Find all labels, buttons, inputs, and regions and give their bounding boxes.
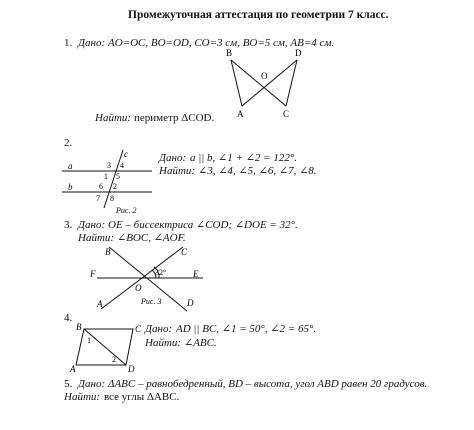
angle-label: 1: [104, 172, 108, 181]
find-text: все углы ΔABC.: [104, 391, 180, 403]
problem-number: 3.: [64, 219, 73, 231]
point-label: D: [295, 48, 302, 58]
figure-caption: Рис. 2: [116, 206, 137, 215]
angle-label: 2: [113, 182, 117, 191]
line-label: b: [68, 182, 73, 192]
find-label: Найти:: [145, 337, 182, 349]
problem-number: 4.: [64, 312, 73, 324]
given-label: Дано:: [78, 219, 106, 231]
find-text: периметр ΔCOD.: [134, 112, 215, 124]
given-text: AO=OC, BO=OD, CO=3 см, BO=5 см, AB=4 см.: [108, 37, 335, 49]
problem-number: 1.: [64, 37, 73, 49]
point-label: E: [193, 269, 199, 279]
find-text: ∠3, ∠4, ∠5, ∠6, ∠7, ∠8.: [198, 165, 317, 177]
find-label: Найти:: [159, 165, 196, 177]
point-label: A: [97, 299, 103, 309]
point-label: C: [283, 109, 290, 119]
angle-label: 8: [110, 194, 114, 203]
find-text: ∠BOC, ∠AOF.: [117, 232, 186, 244]
point-label: B: [226, 48, 233, 58]
point-label: A: [70, 364, 76, 374]
angle-label: 3: [107, 161, 111, 170]
given-text: OE – биссектриса ∠COD; ∠DOE = 32°.: [108, 219, 298, 231]
point-label: C: [135, 324, 142, 334]
angle-label: 6: [99, 182, 103, 191]
figure-3: [85, 244, 220, 316]
find-label: Найти:: [95, 112, 132, 124]
figure-1: [222, 46, 312, 122]
angle-label: 4: [120, 161, 124, 170]
point-label: D: [187, 298, 194, 308]
point-label: B: [105, 247, 111, 257]
point-label: B: [76, 322, 82, 332]
given-label: Дано:: [159, 152, 187, 164]
page-title: Промежуточная аттестация по геометрии 7 класс.: [128, 9, 389, 21]
point-label: F: [90, 269, 96, 279]
angle-label: 2: [112, 355, 116, 364]
find-label: Найти:: [78, 232, 115, 244]
point-label: C: [181, 247, 188, 257]
given-text: a || b, ∠1 + ∠2 = 122°.: [190, 152, 297, 164]
point-label: A: [237, 109, 244, 119]
figure-4: [70, 322, 150, 372]
find-label: Найти:: [64, 391, 101, 403]
point-label: D: [128, 364, 135, 374]
angle-label: 32°: [155, 268, 167, 277]
problem-number: 5.: [64, 378, 73, 390]
angle-label: 7: [96, 194, 100, 203]
given-label: Дано:: [78, 378, 106, 390]
problem-number: 2.: [64, 137, 73, 149]
angle-label: 5: [116, 172, 120, 181]
line-label: c: [124, 149, 128, 159]
find-text: ∠ABC.: [184, 337, 217, 349]
given-text: ΔABC – равнобедренный, BD – высота, угол ABD равен 20 градусов.: [108, 378, 428, 390]
point-label: O: [135, 283, 142, 293]
given-label: Дано:: [78, 37, 106, 49]
angle-label: 1: [87, 336, 91, 345]
given-text: AD || BC, ∠1 = 50°, ∠2 = 65°.: [176, 323, 317, 335]
figure-caption: Рис. 3: [141, 297, 162, 306]
line-label: a: [68, 161, 73, 171]
point-label: O: [261, 71, 268, 81]
given-label: Дано:: [145, 323, 173, 335]
